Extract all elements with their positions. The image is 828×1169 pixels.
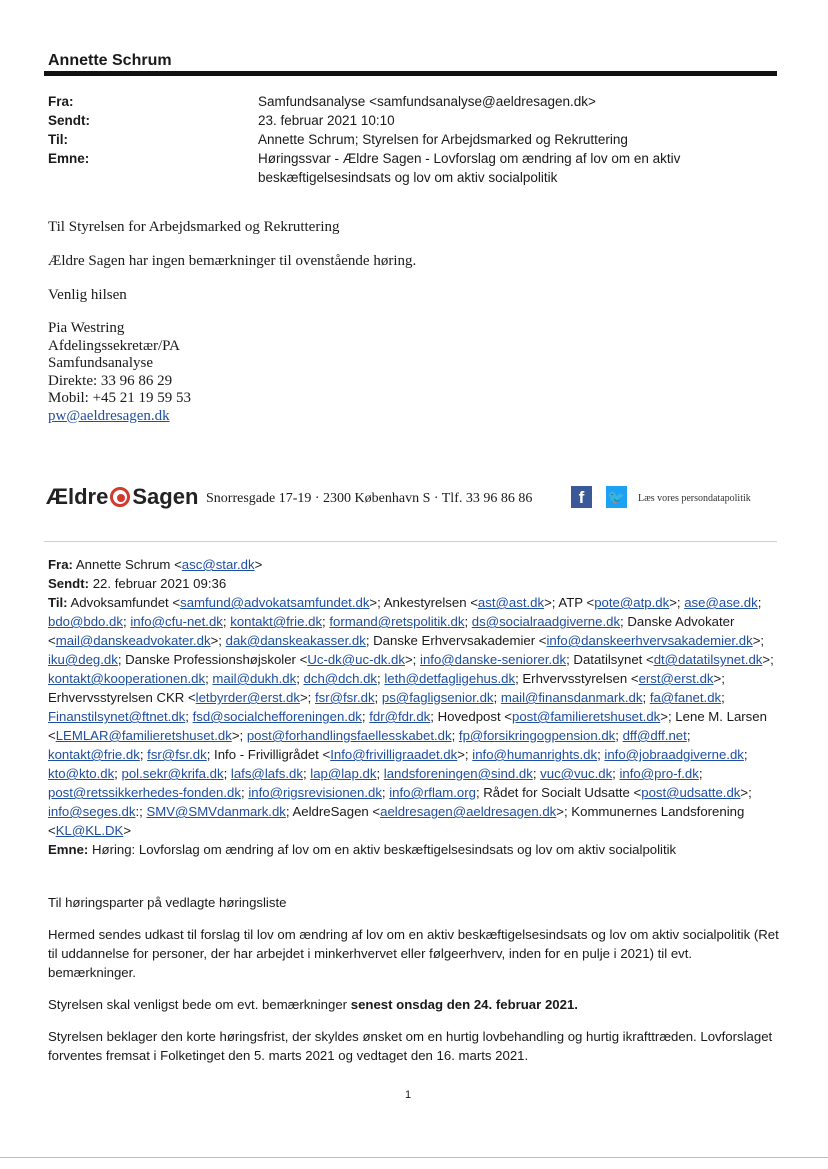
- recipient-text: ;: [721, 690, 725, 705]
- sent-label: Sendt:: [48, 113, 90, 128]
- facebook-icon[interactable]: f: [571, 486, 592, 508]
- recipient-email-link[interactable]: pol.sekr@krifa.dk: [121, 766, 224, 781]
- recipient-email-link[interactable]: fdr@fdr.dk: [369, 709, 431, 724]
- recipient-email-link[interactable]: vuc@vuc.dk: [540, 766, 613, 781]
- fwd-subject-value: Høring: Lovforslag om ændring af lov om en aktiv beskæftigelsesindsats og lov om aktiv socialpolitik: [91, 842, 677, 857]
- recipient-email-link[interactable]: formand@retspolitik.dk: [329, 614, 465, 629]
- recipient-email-link[interactable]: Finanstilsynet@ftnet.dk: [48, 709, 186, 724]
- section-divider: [44, 541, 777, 542]
- recipient-email-link[interactable]: bdo@bdo.dk: [48, 614, 123, 629]
- recipient-text: ;: [493, 690, 501, 705]
- sent-value: 23. februar 2021 10:10: [258, 113, 395, 128]
- fwd-recipient-list: [48, 595, 774, 838]
- recipient-email-link[interactable]: ps@fagligsenior.dk: [381, 690, 494, 705]
- recipient-text: >;: [669, 595, 685, 610]
- recipient-text: ;: [185, 709, 193, 724]
- recipient-email-link[interactable]: info@rflam.org: [389, 785, 476, 800]
- page-number: 1: [405, 1089, 412, 1101]
- body-p3-text: Styrelsen skal venligst bede om evt. bemærkninger: [48, 997, 351, 1012]
- recipient-email-link[interactable]: info@rigsrevisionen.dk: [248, 785, 382, 800]
- recipient-email-link[interactable]: kontakt@frie.dk: [48, 747, 140, 762]
- recipient-text: ;: [361, 709, 370, 724]
- recipient-email-link[interactable]: mail@dukh.dk: [212, 671, 297, 686]
- recipient-email-link[interactable]: Info@frivilligraadet.dk: [330, 747, 458, 762]
- fwd-from-email[interactable]: asc@star.dk: [181, 557, 255, 572]
- recipient-email-link[interactable]: leth@detfagligehus.dk: [384, 671, 516, 686]
- recipient-email-link[interactable]: mail@danskeadvokater.dk: [55, 633, 211, 648]
- recipient-email-link[interactable]: SMV@SMVdanmark.dk: [146, 804, 286, 819]
- recipient-text: ;: [532, 766, 541, 781]
- recipient-email-link[interactable]: fsr@fsr.dk: [314, 690, 375, 705]
- logo-ring-icon: [110, 487, 130, 507]
- body-p3: [48, 995, 783, 1014]
- recipient-email-link[interactable]: ast@ast.dk: [477, 595, 545, 610]
- document-owner-name: Annette Schrum: [48, 52, 172, 69]
- recipient-text: ;: [223, 766, 231, 781]
- fwd-subject-label: Emne:: [48, 842, 89, 857]
- letter-greeting: Til Styrelsen for Arbejdsmarked og Rekruttering: [48, 219, 340, 235]
- letter-closing: Venlig hilsen: [48, 287, 127, 303]
- recipient-text: :;: [135, 804, 147, 819]
- recipient-email-link[interactable]: kontakt@kooperationen.dk: [48, 671, 206, 686]
- recipient-text: >; Kommunernes Landsforening <: [48, 804, 745, 838]
- logo-word-left: Ældre: [46, 484, 109, 509]
- privacy-link[interactable]: Læs vores persondatapolitik: [638, 493, 751, 504]
- recipient-text: ; Danske Advokater <: [48, 614, 735, 648]
- recipient-email-link[interactable]: Uc-dk@uc-dk.dk: [307, 652, 405, 667]
- body-p4: Styrelsen beklager den korte høringsfrist, der skyldes ønsket om en hurtig lovbehandling og hurtig ikrafttræden. Lovforslaget forventes fremsat i Folketinget den 5. marts 2021 og vedtaget den 16. marts 2021.: [48, 1029, 773, 1063]
- recipient-text: ;: [642, 690, 650, 705]
- recipient-email-link[interactable]: info@cfu-net.dk: [130, 614, 223, 629]
- recipient-email-link[interactable]: lap@lap.dk: [310, 766, 377, 781]
- recipient-email-link[interactable]: post@familieretshuset.dk: [512, 709, 661, 724]
- recipient-text: ;: [757, 595, 762, 610]
- body-p1: Til høringsparter på vedlagte høringsliste: [48, 895, 287, 910]
- sig-mobile: Mobil: +45 21 19 59 53: [48, 390, 192, 406]
- recipient-email-link[interactable]: pote@atp.dk: [594, 595, 670, 610]
- forwarded-header: [48, 555, 788, 859]
- from-label: Fra:: [48, 94, 74, 109]
- recipient-email-link[interactable]: post@udsatte.dk: [641, 785, 741, 800]
- recipient-text: >;: [404, 652, 421, 667]
- recipient-text: ;: [240, 785, 249, 800]
- recipient-text: ;: [123, 614, 131, 629]
- recipient-email-link[interactable]: iku@deg.dk: [48, 652, 118, 667]
- recipient-email-link[interactable]: info@danske-seniorer.dk: [420, 652, 567, 667]
- recipient-text: >;: [210, 633, 226, 648]
- recipient-text: ;: [322, 614, 330, 629]
- recipient-text: ;: [597, 747, 605, 762]
- fwd-sent-label: Sendt:: [48, 576, 90, 591]
- sig-dept: Samfundsanalyse: [48, 355, 153, 371]
- recipient-email-link[interactable]: dt@datatilsynet.dk: [653, 652, 763, 667]
- recipient-text: ;: [615, 728, 623, 743]
- subject-value: Høringssvar - Ældre Sagen - Lovforslag om ændring af lov om en aktiv beskæftigelsesindsats og lov om aktiv socialpolitik: [258, 151, 681, 185]
- recipient-email-link[interactable]: kto@kto.dk: [48, 766, 115, 781]
- recipient-email-link[interactable]: samfund@advokatsamfundet.dk: [180, 595, 370, 610]
- header-rule: [44, 71, 777, 76]
- recipient-text: >; Ankestyrelsen <: [369, 595, 478, 610]
- sig-direct: Direkte: 33 96 86 29: [48, 372, 173, 389]
- recipient-email-link[interactable]: lafs@lafs.dk: [230, 766, 303, 781]
- reply-letter: [48, 218, 416, 425]
- sig-email-link[interactable]: pw@aeldresagen.dk: [48, 407, 170, 424]
- recipient-text: >;: [740, 785, 752, 800]
- recipient-text: ;: [377, 671, 385, 686]
- recipient-email-link[interactable]: kontakt@frie.dk: [230, 614, 323, 629]
- recipient-text: ; Info - Frivilligrådet <: [206, 747, 331, 762]
- page-bottom-rule: [0, 1157, 828, 1158]
- recipient-text: >;: [457, 747, 473, 762]
- recipient-text: ;: [464, 614, 472, 629]
- recipient-text: ;: [686, 728, 691, 743]
- recipient-email-link[interactable]: info@danskeerhvervsakademier.dk: [546, 633, 753, 648]
- recipient-text: ;: [451, 728, 459, 743]
- fwd-sent-value: 22. februar 2021 09:36: [92, 576, 227, 591]
- recipient-email-link[interactable]: info@pro-f.dk: [619, 766, 699, 781]
- deadline-text: senest onsdag den 24. februar 2021.: [350, 997, 578, 1012]
- recipient-text: ;: [302, 766, 311, 781]
- recipient-text: Advoksamfundet <: [70, 595, 181, 610]
- recipient-email-link[interactable]: letbyrder@erst.dk: [195, 690, 300, 705]
- recipient-text: ;: [222, 614, 231, 629]
- to-value: Annette Schrum; Styrelsen for Arbejdsmarked og Rekruttering: [258, 132, 628, 147]
- recipient-text: ; Rådet for Socialt Udsatte <: [475, 785, 642, 800]
- brand-address: Snorresgade 17-19 · 2300 København S · Tlf. 33 96 86 86: [206, 491, 533, 506]
- twitter-icon[interactable]: 🐦: [606, 486, 627, 508]
- recipient-text: ;: [205, 671, 213, 686]
- recipient-text: ; Danske Erhvervsakademier <: [365, 633, 547, 648]
- forwarded-body: [48, 893, 783, 1078]
- recipient-email-link[interactable]: landsforeningen@sind.dk: [383, 766, 533, 781]
- recipient-email-link[interactable]: dak@danskeakasser.dk: [225, 633, 366, 648]
- recipient-email-link[interactable]: post@forhandlingsfaellesskabet.dk: [246, 728, 452, 743]
- recipient-email-link[interactable]: fsr@fsr.dk: [147, 747, 207, 762]
- recipient-email-link[interactable]: dff@dff.net: [622, 728, 687, 743]
- recipient-text: ;: [374, 690, 382, 705]
- recipient-email-link[interactable]: post@retssikkerhedes-fonden.dk: [48, 785, 241, 800]
- fwd-to-label: Til:: [48, 595, 68, 610]
- recipient-text: ;: [612, 766, 620, 781]
- recipient-text: ;: [743, 747, 748, 762]
- recipient-email-link[interactable]: erst@erst.dk: [638, 671, 714, 686]
- email-meta: [48, 92, 718, 187]
- recipient-text: ; Datatilsynet <: [566, 652, 654, 667]
- recipient-text: ;: [296, 671, 304, 686]
- recipient-text: >;: [299, 690, 315, 705]
- recipient-text: >;: [762, 652, 774, 667]
- recipient-text: ; Danske Professionshøjskoler <: [117, 652, 308, 667]
- recipient-text: >; Erhvervsstyrelsen CKR <: [48, 671, 725, 705]
- sig-title: Afdelingssekretær/PA: [48, 337, 180, 354]
- recipient-text: >;: [752, 633, 765, 648]
- letter-body: Ældre Sagen har ingen bemærkninger til ovenstående høring.: [48, 253, 417, 269]
- recipient-text: ;: [376, 766, 384, 781]
- recipient-text: ;: [114, 766, 122, 781]
- fwd-from-end: >: [254, 557, 263, 572]
- recipient-email-link[interactable]: mail@finansdanmark.dk: [500, 690, 643, 705]
- aeldre-sagen-logo: [46, 484, 198, 510]
- recipient-text: ; AeldreSagen <: [285, 804, 381, 819]
- recipient-email-link[interactable]: ase@ase.dk: [684, 595, 758, 610]
- recipient-text: >; ATP <: [544, 595, 595, 610]
- subject-label: Emne:: [48, 151, 90, 166]
- recipient-text: ;: [139, 747, 148, 762]
- recipient-email-link[interactable]: fp@forsikringogpension.dk: [458, 728, 616, 743]
- recipient-email-link[interactable]: KL@KL.DK: [55, 823, 124, 838]
- recipient-text: ;: [381, 785, 390, 800]
- from-value: Samfundsanalyse <samfundsanalyse@aeldresagen.dk>: [258, 94, 596, 109]
- brand-footer: [46, 484, 776, 518]
- signature: [48, 320, 416, 425]
- recipient-text: ;: [698, 766, 703, 781]
- recipient-email-link[interactable]: aeldresagen@aeldresagen.dk: [380, 804, 557, 819]
- fwd-from-label: Fra:: [48, 557, 73, 572]
- recipient-email-link[interactable]: info@jobraadgiverne.dk: [604, 747, 744, 762]
- body-p2: Hermed sendes udkast til forslag til lov om ændring af lov om en aktiv beskæftigelsesindsats og lov om aktiv socialpolitik (Ret til uddannelse for personer, der har arbejdet i minkerhvervet eller følgeerhverv, inden for en pulje i 2021) til evt. bemærkninger.: [48, 927, 779, 980]
- recipient-email-link[interactable]: LEMLAR@familieretshuset.dk: [55, 728, 232, 743]
- recipient-text: >; Lene M. Larsen <: [48, 709, 767, 743]
- recipient-email-link[interactable]: ds@socialraadgiverne.dk: [471, 614, 621, 629]
- logo-word-right: Sagen: [132, 484, 199, 509]
- recipient-email-link[interactable]: info@humanrights.dk: [472, 747, 598, 762]
- to-label: Til:: [48, 132, 68, 147]
- recipient-text: >;: [231, 728, 247, 743]
- recipient-email-link[interactable]: fa@fanet.dk: [649, 690, 722, 705]
- recipient-text: >: [123, 823, 132, 838]
- recipient-email-link[interactable]: dch@dch.dk: [303, 671, 378, 686]
- fwd-from-name: Annette Schrum <: [75, 557, 182, 572]
- sig-name: Pia Westring: [48, 320, 125, 336]
- fwd-to-line: [48, 593, 788, 840]
- recipient-email-link[interactable]: info@seges.dk: [48, 804, 136, 819]
- recipient-text: ; Erhvervsstyrelsen <: [515, 671, 639, 686]
- recipient-email-link[interactable]: fsd@socialchefforeningen.dk: [192, 709, 362, 724]
- recipient-text: ; Hovedpost <: [430, 709, 513, 724]
